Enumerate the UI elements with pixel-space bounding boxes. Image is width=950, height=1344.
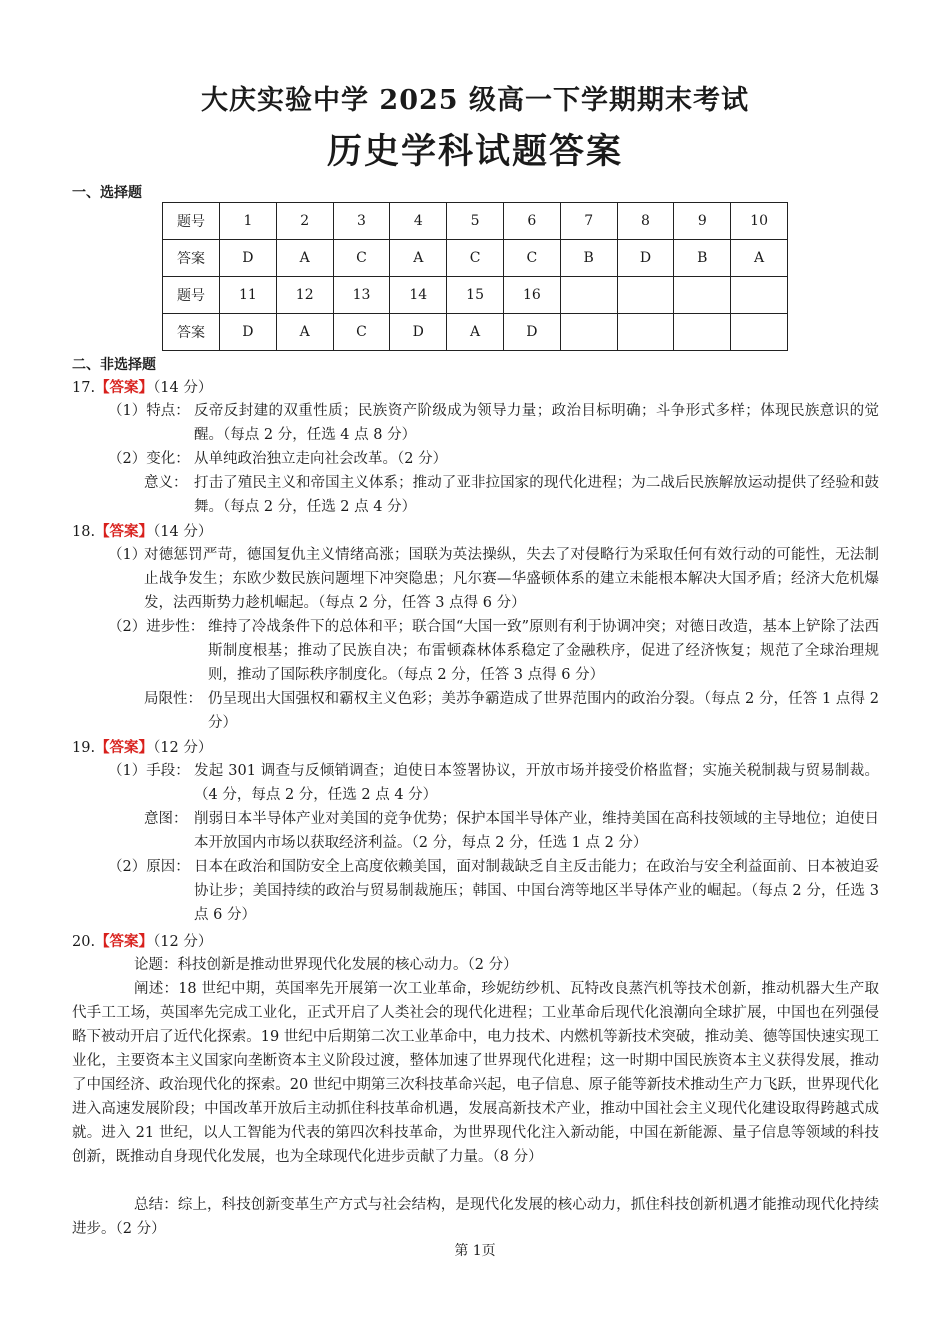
exam-subtitle: 历史学科试题答案: [326, 131, 623, 172]
q20-summary: 总结：综上，科技创新变革生产方式与社会结构，是现代化发展的核心动力，抓住科技创新机遇才能推动现代化持续进步。（2 分）: [72, 1197, 879, 1237]
table-cell: D: [503, 314, 560, 351]
question-17-header: [72, 376, 212, 397]
table-cell-label: 题号: [163, 203, 220, 240]
question-score: （12 分）: [153, 740, 213, 756]
table-cell: 4: [390, 203, 447, 240]
part-text: 日本在政治和国防安全上高度依赖美国，面对制裁缺乏自主反击能力；在政治与安全利益面前、日本被迫妥协让步；美国持续的政治与贸易制裁施压；韩国、中国台湾等地区半导体产业的崛起。（每点 2 分，任选 3 点 6 分）: [194, 859, 879, 923]
table-row: [163, 277, 788, 314]
table-cell: D: [390, 314, 447, 351]
table-cell: 9: [674, 203, 731, 240]
answer-tag: 【答案】: [95, 739, 154, 756]
question-score: （14 分）: [153, 524, 213, 540]
table-cell: 7: [560, 203, 617, 240]
table-cell: [560, 314, 617, 351]
table-row: [163, 240, 788, 277]
table-cell: 14: [390, 277, 447, 314]
part-text: 削弱日本半导体产业对美国的竞争优势；保护本国半导体产业，维持美国在高科技领域的主导地位；迫使日本开放国内市场以获取经济利益。（2 分，每点 2 分，任选 1 点 2 分）: [194, 811, 879, 851]
part-text: 发起 301 调查与反倾销调查；迫使日本签署协议，开放市场并接受价格监督；实施关税制裁与贸易制裁。（4 分，每点 2 分，任选 2 点 4 分）: [194, 763, 879, 803]
table-cell: 11: [220, 277, 277, 314]
part-text: 仍呈现出大国强权和霸权主义色彩；美苏争霸造成了世界范围内的政治分裂。（每点 2 分，任答 1 点得 2 分）: [208, 691, 879, 731]
part-label: 意义：: [144, 475, 188, 491]
table-cell: C: [333, 314, 390, 351]
table-cell: [674, 277, 731, 314]
table-cell: 8: [617, 203, 674, 240]
table-cell: [731, 277, 788, 314]
part-label: （1）: [108, 547, 147, 563]
part-label: （1）特点：: [108, 403, 190, 419]
part-text: 对德惩罚严苛，德国复仇主义情绪高涨；国联为英法操纵，失去了对侵略行为采取任何有效行动的可能性，无法制止战争发生；东欧少数民族问题埋下冲突隐患；凡尔赛—华盛顿体系的建立未能根本解决大国矛盾；经济大危机爆发，法西斯势力趁机崛起。（每点 2 分，任答 3 点得 6 分）: [144, 547, 879, 611]
part-label: （1）手段：: [108, 763, 190, 779]
question-number: 18.: [72, 524, 96, 540]
answer-tag: 【答案】: [95, 523, 154, 540]
question-19-header: [72, 736, 212, 757]
table-cell: [617, 277, 674, 314]
table-cell: A: [447, 314, 504, 351]
table-cell-label: 答案: [163, 240, 220, 277]
table-cell: C: [333, 240, 390, 277]
table-row: [163, 203, 788, 240]
q20-thesis: 论题：科技创新是推动世界现代化发展的核心动力。（2 分）: [134, 957, 518, 973]
table-cell: [617, 314, 674, 351]
table-cell: 5: [447, 203, 504, 240]
part-label: （2）变化：: [108, 451, 190, 467]
table-cell: 12: [276, 277, 333, 314]
answer-table: [162, 202, 788, 351]
part-label: （2）进步性：: [108, 619, 205, 635]
table-cell: A: [390, 240, 447, 277]
answer-tag: 【答案】: [95, 933, 154, 950]
table-cell: C: [447, 240, 504, 277]
table-cell: D: [220, 314, 277, 351]
table-cell: 6: [503, 203, 560, 240]
question-number: 20.: [72, 934, 96, 950]
table-cell: A: [276, 314, 333, 351]
part-text: 反帝反封建的双重性质；民族资产阶级成为领导力量；政治目标明确；斗争形式多样；体现民族意识的觉醒。（每点 2 分，任选 4 点 8 分）: [194, 403, 879, 443]
table-cell: 3: [333, 203, 390, 240]
page-number: 第 1页: [454, 1243, 496, 1259]
table-cell: 1: [220, 203, 277, 240]
question-number: 17.: [72, 380, 96, 396]
table-cell: [731, 314, 788, 351]
table-cell: 13: [333, 277, 390, 314]
table-cell-label: 答案: [163, 314, 220, 351]
table-cell: 2: [276, 203, 333, 240]
part-label: 意图：: [144, 811, 188, 827]
table-cell: 10: [731, 203, 788, 240]
table-cell: D: [617, 240, 674, 277]
table-cell-label: 题号: [163, 277, 220, 314]
question-score: （12 分）: [153, 934, 213, 950]
table-cell: A: [731, 240, 788, 277]
part-text: 维持了冷战条件下的总体和平；联合国“大国一致”原则有利于协调冲突；对德日改造，基本上铲除了法西斯制度根基；推动了民族自决；布雷顿森林体系稳定了金融秩序，促进了经济恢复；规范了全球治理规则，推动了国际秩序制度化。（每点 2 分，任答 3 点得 6 分）: [208, 619, 879, 683]
question-number: 19.: [72, 740, 96, 756]
exam-title: 大庆实验中学 2025 级高一下学期期末考试: [201, 85, 749, 116]
part-label: 局限性：: [144, 691, 202, 707]
section-heading-nonchoice: 二、非选择题: [72, 357, 156, 373]
table-cell: 15: [447, 277, 504, 314]
part-text: 打击了殖民主义和帝国主义体系；推动了亚非拉国家的现代化进程；为二战后民族解放运动提供了经验和鼓舞。（每点 2 分，任选 2 点 4 分）: [194, 475, 879, 515]
table-cell: [560, 277, 617, 314]
q20-body: 阐述：18 世纪中期，英国率先开展第一次工业革命，珍妮纺纱机、瓦特改良蒸汽机等技术创新，推动机器大生产取代手工工场，英国率先完成工业化，正式开启了人类社会的现代化进程；工业革命后现代化浪潮向全球扩展，中国也在列强侵略下被动开启了近代化探索。19 世纪中后期第二次工业革命中，电力技术、内燃机等新技术突破，推动美、德等国快速实现工业化，主要资本主义国家向垄断资本主义阶段过渡，整体加速了世界现代化进程；这一时期中国民族资本主义获得发展，推动了中国经济、政治现代化的探索。20 世纪中期第三次科技革命兴起，电子信息、原子能等新技术推动生产力飞跃，世界现代化进入高速发展阶段；中国改革开放后主动抓住科技革命机遇，发展高新技术产业，推动中国社会主义现代化建设取得跨越式成就。进入 21 世纪，以人工智能为代表的第四次科技革命，为世界现代化注入新动能，中国在新能源、量子信息等领域的科技创新，既推动自身现代化发展，也为全球现代化进步贡献了力量。（8 分）: [72, 981, 879, 1165]
question-score: （14 分）: [153, 380, 213, 396]
answer-tag: 【答案】: [95, 379, 154, 396]
part-label: （2）原因：: [108, 859, 190, 875]
table-cell: D: [220, 240, 277, 277]
table-cell: C: [503, 240, 560, 277]
table-cell: [674, 314, 731, 351]
table-cell: A: [276, 240, 333, 277]
table-cell: B: [560, 240, 617, 277]
question-18-header: [72, 520, 212, 541]
section-heading-choice: 一、选择题: [72, 185, 142, 201]
table-cell: 16: [503, 277, 560, 314]
question-20-header: [72, 930, 212, 951]
table-row: [163, 314, 788, 351]
table-cell: B: [674, 240, 731, 277]
part-text: 从单纯政治独立走向社会改革。（2 分）: [194, 451, 448, 467]
